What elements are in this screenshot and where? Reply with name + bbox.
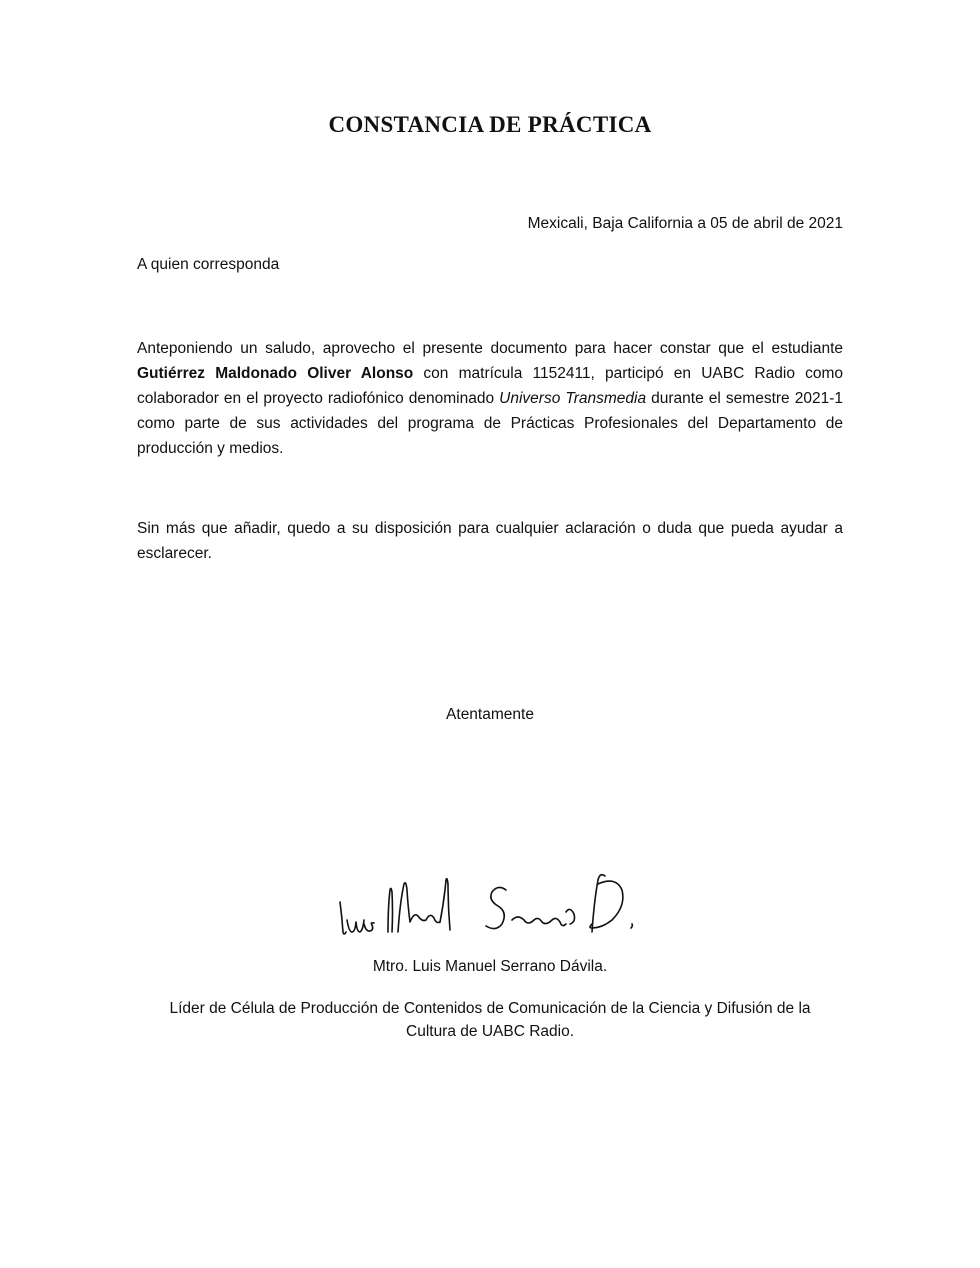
greeting: A quien corresponda — [137, 256, 280, 273]
project-name: Universo Transmedia — [499, 390, 647, 407]
body-paragraph-1 — [137, 336, 843, 461]
body-paragraph-2: Sin más que añadir, quedo a su disposición para cualquier aclaración o duda que pueda ayudar a esclarecer. — [137, 520, 843, 562]
paragraph-end: durante el semestre 2021-1 como parte de sus actividades del programa de Prácticas Profesionales del Departamento de producción y medios. — [137, 390, 843, 457]
paragraph-intro: Anteponiendo un saludo, aprovecho el presente documento para hacer constar que el estudiante — [137, 340, 843, 357]
signer-name: Mtro. Luis Manuel Serrano Dávila. — [372, 958, 608, 975]
document-title: CONSTANCIA DE PRÁCTICA — [328, 112, 652, 137]
student-name: Gutiérrez Maldonado Oliver Alonso — [137, 365, 414, 382]
signer-role: Líder de Célula de Producción de Contenidos de Comunicación de la Ciencia y Difusión de la Cultura de UABC Radio. — [169, 1000, 811, 1040]
closing-text: Atentamente — [446, 706, 534, 723]
date-line: Mexicali, Baja California a 05 de abril de 2021 — [527, 215, 843, 232]
handwritten-signature — [330, 862, 640, 940]
paragraph-middle: con matrícula 1152411, participó en UABC Radio como colaborador en el proyecto radiofónico denominado — [137, 365, 844, 407]
